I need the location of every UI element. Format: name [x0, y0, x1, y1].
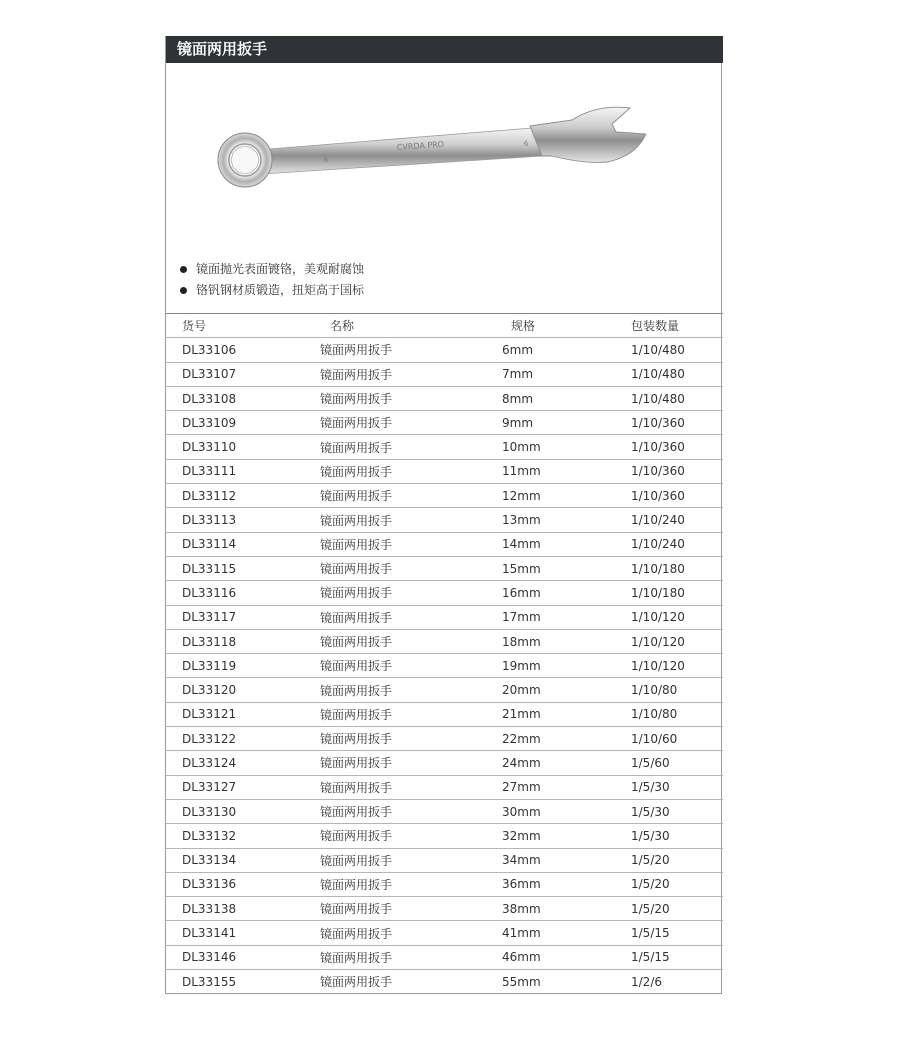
- table-row: [166, 970, 723, 994]
- cell-sku: DL33117: [166, 605, 320, 629]
- cell-size: 30mm: [502, 799, 631, 823]
- table-row: [166, 945, 723, 969]
- table-row: [166, 824, 723, 848]
- cell-sku: DL33120: [166, 678, 320, 702]
- table-header-row: [166, 314, 723, 338]
- table-row: [166, 484, 723, 508]
- table-row: [166, 678, 723, 702]
- cell-sku: DL33114: [166, 532, 320, 556]
- cell-package: 1/10/480: [631, 338, 723, 362]
- cell-sku: DL33116: [166, 581, 320, 605]
- cell-package: 1/10/60: [631, 727, 723, 751]
- section-title: 镜面两用扳手: [166, 36, 723, 63]
- cell-name: 镜面两用扳手: [320, 727, 502, 751]
- cell-size: 21mm: [502, 702, 631, 726]
- table-row: [166, 435, 723, 459]
- cell-name: 镜面两用扳手: [320, 411, 502, 435]
- table-row: [166, 727, 723, 751]
- cell-name: 镜面两用扳手: [320, 532, 502, 556]
- cell-size: 22mm: [502, 727, 631, 751]
- cell-package: 1/10/180: [631, 556, 723, 580]
- cell-sku: DL33115: [166, 556, 320, 580]
- spec-table: [166, 313, 723, 993]
- cell-package: 1/10/240: [631, 532, 723, 556]
- cell-sku: DL33130: [166, 799, 320, 823]
- cell-name: 镜面两用扳手: [320, 508, 502, 532]
- cell-package: 1/5/20: [631, 872, 723, 896]
- wrench-size-mark: 6: [523, 139, 529, 148]
- cell-size: 24mm: [502, 751, 631, 775]
- combination-wrench-icon: [212, 98, 652, 198]
- cell-size: 19mm: [502, 654, 631, 678]
- cell-package: 1/10/240: [631, 508, 723, 532]
- cell-size: 36mm: [502, 872, 631, 896]
- table-row: [166, 556, 723, 580]
- cell-name: 镜面两用扳手: [320, 629, 502, 653]
- product-spec-sheet: [165, 36, 722, 994]
- cell-sku: DL33122: [166, 727, 320, 751]
- table-row: [166, 605, 723, 629]
- cell-package: 1/5/15: [631, 945, 723, 969]
- cell-size: 12mm: [502, 484, 631, 508]
- cell-name: 镜面两用扳手: [320, 678, 502, 702]
- cell-sku: DL33109: [166, 411, 320, 435]
- cell-sku: DL33127: [166, 775, 320, 799]
- table-row: [166, 751, 723, 775]
- cell-size: 20mm: [502, 678, 631, 702]
- cell-package: 1/10/80: [631, 702, 723, 726]
- cell-package: 1/5/30: [631, 775, 723, 799]
- table-row: [166, 459, 723, 483]
- cell-sku: DL33124: [166, 751, 320, 775]
- cell-package: 1/5/60: [631, 751, 723, 775]
- cell-package: 1/5/20: [631, 897, 723, 921]
- cell-size: 46mm: [502, 945, 631, 969]
- cell-package: 1/10/120: [631, 654, 723, 678]
- cell-size: 15mm: [502, 556, 631, 580]
- table-row: [166, 411, 723, 435]
- cell-sku: DL33138: [166, 897, 320, 921]
- cell-sku: DL33112: [166, 484, 320, 508]
- table-row: [166, 629, 723, 653]
- cell-size: 32mm: [502, 824, 631, 848]
- table-row: [166, 897, 723, 921]
- cell-name: 镜面两用扳手: [320, 702, 502, 726]
- table-row: [166, 532, 723, 556]
- cell-size: 8mm: [502, 386, 631, 410]
- cell-size: 18mm: [502, 629, 631, 653]
- cell-package: 1/10/80: [631, 678, 723, 702]
- cell-name: 镜面两用扳手: [320, 897, 502, 921]
- table-row: [166, 338, 723, 362]
- cell-size: 16mm: [502, 581, 631, 605]
- cell-name: 镜面两用扳手: [320, 799, 502, 823]
- table-row: [166, 921, 723, 945]
- cell-sku: DL33132: [166, 824, 320, 848]
- cell-sku: DL33107: [166, 362, 320, 386]
- cell-package: 1/10/360: [631, 484, 723, 508]
- table-row: [166, 386, 723, 410]
- cell-name: 镜面两用扳手: [320, 386, 502, 410]
- cell-package: 1/5/30: [631, 799, 723, 823]
- cell-name: 镜面两用扳手: [320, 872, 502, 896]
- cell-size: 9mm: [502, 411, 631, 435]
- cell-name: 镜面两用扳手: [320, 435, 502, 459]
- cell-sku: DL33155: [182, 974, 237, 989]
- cell-sku: DL33141: [166, 921, 320, 945]
- cell-size: 7mm: [502, 362, 631, 386]
- table-row: [166, 508, 723, 532]
- cell-size: 17mm: [502, 605, 631, 629]
- cell-name: 镜面两用扳手: [320, 556, 502, 580]
- cell-sku: DL33136: [166, 872, 320, 896]
- cell-size: 55mm: [502, 974, 541, 989]
- cell-name: 镜面两用扳手: [320, 751, 502, 775]
- column-header-sku: 货号: [166, 314, 320, 338]
- cell-package: 1/10/120: [631, 605, 723, 629]
- cell-size: 10mm: [502, 435, 631, 459]
- cell-size: 11mm: [502, 459, 631, 483]
- cell-package: 1/5/20: [631, 848, 723, 872]
- cell-name: 镜面两用扳手: [320, 362, 502, 386]
- cell-sku: DL33121: [166, 702, 320, 726]
- cell-package: 1/10/180: [631, 581, 723, 605]
- column-header-size: 规格: [502, 314, 631, 338]
- cell-name: 镜面两用扳手: [320, 581, 502, 605]
- cell-size: 27mm: [502, 775, 631, 799]
- cell-sku: DL33113: [166, 508, 320, 532]
- cell-sku: DL33146: [166, 945, 320, 969]
- table-row: [166, 799, 723, 823]
- cell-size: 34mm: [502, 848, 631, 872]
- cell-sku: DL33108: [166, 386, 320, 410]
- cell-package: 1/10/360: [631, 435, 723, 459]
- cell-package: 1/10/480: [631, 386, 723, 410]
- cell-name: 镜面两用扳手: [320, 824, 502, 848]
- cell-sku: DL33110: [166, 435, 320, 459]
- cell-package: 1/2/6: [631, 974, 662, 989]
- cell-name: 镜面两用扳手: [320, 945, 502, 969]
- cell-package: 1/10/360: [631, 411, 723, 435]
- cell-name: 镜面两用扳手: [320, 484, 502, 508]
- cell-name: 镜面两用扳手: [320, 848, 502, 872]
- cell-package: 1/10/360: [631, 459, 723, 483]
- cell-size: 41mm: [502, 921, 631, 945]
- cell-sku: DL33111: [166, 459, 320, 483]
- cell-package: 1/10/480: [631, 362, 723, 386]
- table-row: [166, 775, 723, 799]
- cell-name: 镜面两用扳手: [320, 605, 502, 629]
- cell-name: 镜面两用扳手: [320, 338, 502, 362]
- cell-name: 镜面两用扳手: [320, 775, 502, 799]
- table-row: [166, 581, 723, 605]
- table-row: [166, 872, 723, 896]
- cell-name: 镜面两用扳手: [320, 921, 502, 945]
- cell-name: 镜面两用扳手: [320, 459, 502, 483]
- feature-item: 铬钒钢材质锻造，扭矩高于国标: [180, 280, 364, 301]
- feature-item: 镜面抛光表面镀铬，美观耐腐蚀: [180, 259, 364, 280]
- table-row: [166, 848, 723, 872]
- table-row: [166, 362, 723, 386]
- cell-size: 38mm: [502, 897, 631, 921]
- cell-package: 1/5/15: [631, 921, 723, 945]
- wrench-engraving: CVRDA PRO: [396, 139, 445, 152]
- cell-sku: DL33106: [166, 338, 320, 362]
- cell-name: 镜面两用扳手: [320, 654, 502, 678]
- bullet-icon: [180, 266, 187, 273]
- cell-name: 镜面两用扳手: [320, 975, 393, 990]
- table-row: [166, 702, 723, 726]
- cell-sku: DL33118: [166, 629, 320, 653]
- column-header-name: 名称: [320, 314, 502, 338]
- cell-size: 6mm: [502, 338, 631, 362]
- cell-package: 1/5/30: [631, 824, 723, 848]
- bullet-icon: [180, 287, 187, 294]
- cell-sku: DL33134: [166, 848, 320, 872]
- column-header-package: 包装数量: [631, 314, 723, 338]
- cell-size: 13mm: [502, 508, 631, 532]
- feature-list: [180, 259, 364, 301]
- table-row: [166, 654, 723, 678]
- wrench-size-mark: 6: [323, 155, 329, 164]
- cell-sku: DL33119: [166, 654, 320, 678]
- cell-package: 1/10/120: [631, 629, 723, 653]
- cell-size: 14mm: [502, 532, 631, 556]
